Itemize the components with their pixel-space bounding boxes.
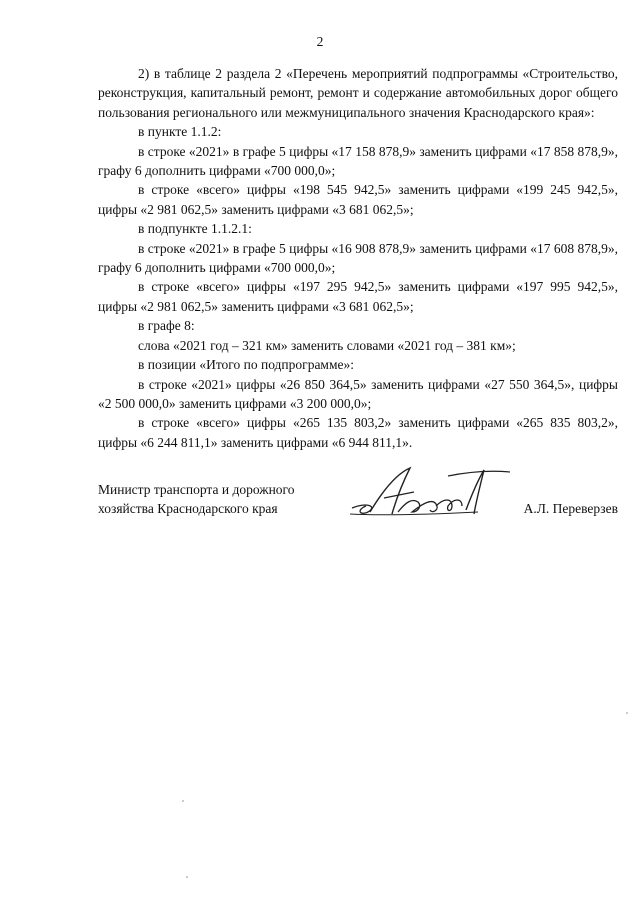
- handwritten-signature: [348, 462, 518, 532]
- paragraph-column-8-words: слова «2021 год – 321 км» заменить словами «2021 год – 381 км»;: [138, 337, 516, 353]
- paragraph-1-1-2-row-2021: в строке «2021» в графе 5 цифры «17 158 878,9» заменить цифрами «17 858 878,9», графу 6 дополнить цифрами «700 000,0»;: [98, 143, 618, 179]
- paragraph-subitem-1-1-2-1: в подпункте 1.1.2.1:: [138, 221, 252, 237]
- paragraph-subprogram-row-2021: в строке «2021» цифры «26 850 364,5» заменить цифрами «27 550 364,5», цифры «2 500 000,0» заменить цифрами «3 200 000,0»;: [98, 376, 618, 411]
- signature-block: [98, 480, 618, 540]
- paragraph-subprogram-total: в позиции «Итого по подпрограмме»:: [138, 357, 355, 373]
- paragraph-1-1-2-row-total: в строке «всего» цифры «198 545 942,5» заменить цифрами «199 245 942,5», цифры «2 981 062,5» заменить цифрами «3 681 062,5»;: [98, 182, 618, 217]
- signatory-title: [98, 480, 295, 519]
- paragraph-table-2: 2) в таблице 2 раздела 2 «Перечень мероприятий подпрограммы «Строительство, реконструкция, капитальный ремонт, ремонт и содержание автомобильных дорог общего пользования регионального или межмуниципального значения Краснодарского края»:: [98, 66, 618, 120]
- document-body: [98, 64, 618, 452]
- scan-speck: [182, 800, 184, 802]
- paragraph-column-8: в графе 8:: [138, 318, 195, 334]
- page-number: 2: [316, 34, 324, 49]
- scan-speck: [186, 876, 188, 878]
- scan-speck: [626, 712, 628, 714]
- signatory-title-line2: хозяйства Краснодарского края: [98, 501, 278, 517]
- paragraph-1-1-2-1-row-total: в строке «всего» цифры «197 295 942,5» заменить цифрами «197 995 942,5», цифры «2 981 062,5» заменить цифрами «3 681 062,5»;: [98, 279, 618, 314]
- signatory-name: А.Л. Переверзев: [523, 501, 618, 516]
- paragraph-1-1-2-1-row-2021: в строке «2021» в графе 5 цифры «16 908 878,9» заменить цифрами «17 608 878,9», графу 6 дополнить цифрами «700 000,0»;: [98, 240, 618, 276]
- paragraph-item-1-1-2: в пункте 1.1.2:: [138, 124, 222, 140]
- signatory-title-line1: Министр транспорта и дорожного: [98, 482, 295, 497]
- paragraph-subprogram-row-total: в строке «всего» цифры «265 135 803,2» заменить цифрами «265 835 803,2», цифры «6 244 811,1» заменить цифрами «6 944 811,1».: [98, 415, 618, 450]
